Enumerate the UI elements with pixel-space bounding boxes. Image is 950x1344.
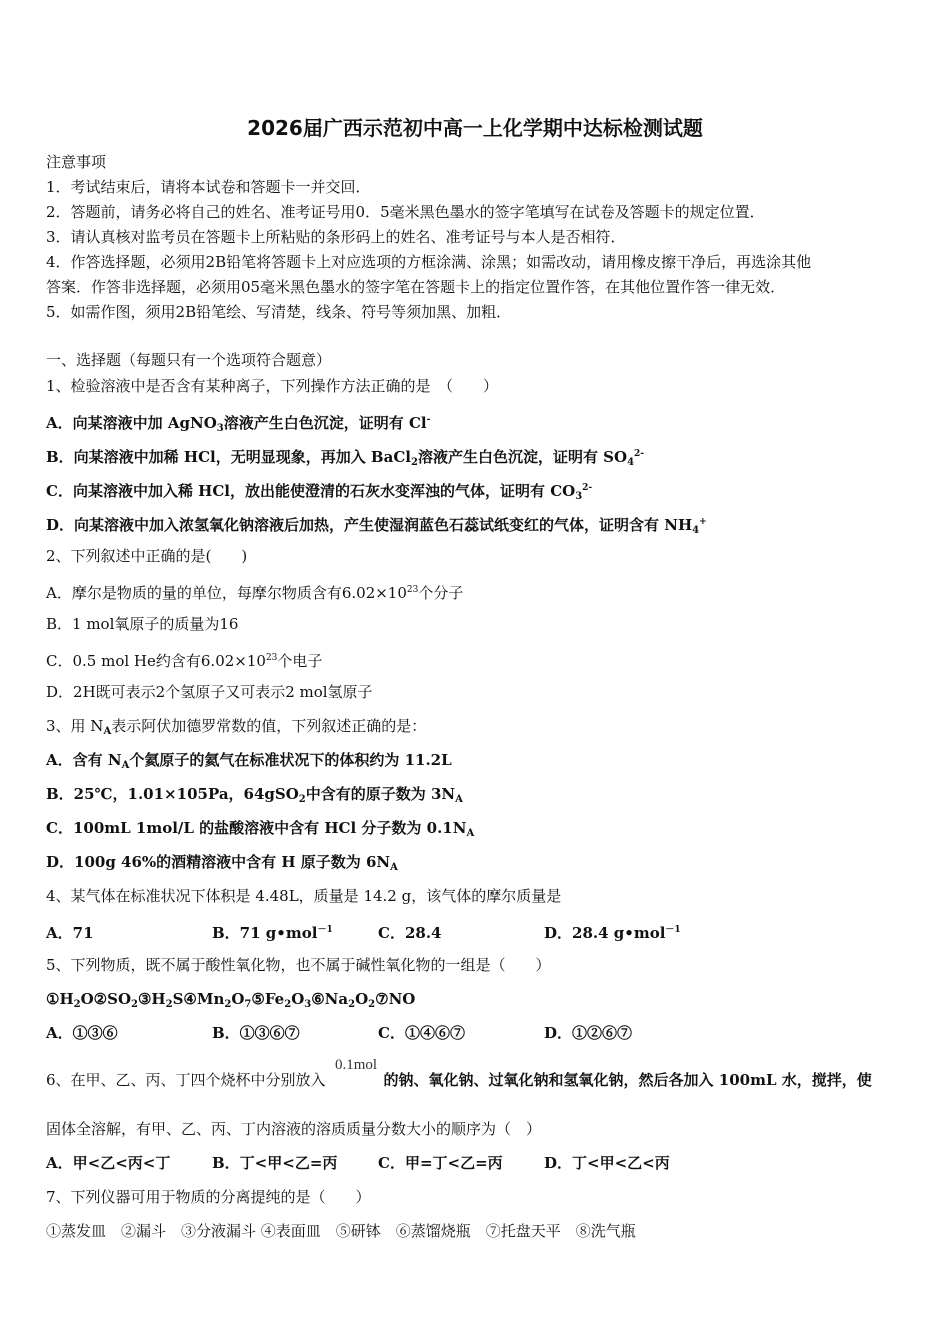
formula-text: ⑤Fe: [251, 990, 285, 1008]
formula-text: ⑦NO: [375, 990, 416, 1008]
option-text: B．71 g•mol: [212, 924, 318, 942]
superscript: 2-: [634, 449, 645, 459]
formula-text: ③H: [137, 990, 166, 1008]
subscript: A: [466, 828, 475, 839]
option-text: C．向某溶液中加入稀 HCl，放出能使澄清的石灰水变浑浊的气体，证明有 CO: [46, 482, 576, 500]
question-6-stem-line-1: [46, 1070, 872, 1090]
stem-text: 3、用 N: [46, 717, 104, 735]
question-7-stem: 7、下列仪器可用于物质的分离提纯的是（ ）: [46, 1188, 371, 1206]
option-text: 个电子: [277, 652, 323, 670]
formula-text: O: [231, 990, 245, 1008]
question-6-stem-line-2: 固体全溶解，有甲、乙、丙、丁内溶液的溶质质量分数大小的顺序为（ ）: [46, 1120, 542, 1138]
option-text: D．100g 46%的酒精溶液中含有 H 原子数为 6N: [46, 853, 391, 871]
stem-text: 的钠、氧化钠、过氧化钠和氢氧化钠，然后各加入 100mL 水，搅拌，使: [383, 1071, 872, 1089]
option-text: 个分子: [418, 584, 464, 602]
subscript: 7: [244, 999, 252, 1010]
option-text: A．向某溶液中加 AgNO: [46, 414, 217, 432]
subscript: 3: [216, 423, 224, 434]
formula-text: O: [291, 990, 305, 1008]
option-text: B．25℃，1.01×105Pa，64gSO: [46, 785, 299, 803]
superscript: －1: [317, 925, 333, 935]
superscript: 23: [406, 585, 419, 595]
notice-item: 1．考试结束后，请将本试卷和答题卡一并交回．: [46, 178, 371, 196]
question-7-items: ①蒸发皿 ②漏斗 ③分液漏斗 ④表面皿 ⑤研钵 ⑥蒸馏烧瓶 ⑦托盘天平 ⑧洗气瓶: [46, 1222, 636, 1240]
question-1-option-d: [46, 512, 707, 541]
option-c: C．①④⑥⑦: [378, 1024, 465, 1042]
option-text: 中含有的原子数为 3N: [305, 785, 456, 803]
question-5-options: [46, 1023, 632, 1043]
question-4-stem: 4、某气体在标准状况下体积是 4.48L，质量是 14.2 g，该气体的摩尔质量是: [46, 887, 562, 905]
question-1-option-c: [46, 478, 592, 507]
option-c: C．28.4: [378, 924, 442, 942]
subscript: 2: [284, 999, 292, 1010]
question-2-option-a: [46, 580, 463, 603]
option-b: [212, 920, 378, 943]
question-2-option-c: [46, 648, 322, 671]
notice-item: 答案．作答非选择题，必须用05毫米黑色墨水的签字笔在答题卡上的指定位置作答，在其他位置作答一律无效．: [46, 278, 786, 296]
subscript: 4: [627, 457, 635, 468]
subscript: 2: [165, 999, 173, 1010]
notice-heading: 注意事项: [46, 153, 107, 171]
stem-text: 6、在甲、乙、丙、丁四个烧杯中分别放入: [46, 1071, 326, 1089]
doc-title: 2026届广西示范初中高一上化学期中达标检测试题: [247, 116, 703, 140]
option-a: A．71: [46, 924, 94, 942]
notice-item: 5．如需作图，须用2B铅笔绘、写清楚，线条、符号等须加黑、加粗．: [46, 303, 512, 321]
option-text: A．含有 N: [46, 751, 122, 769]
option-a: A．甲<乙<丙<丁: [46, 1154, 171, 1172]
subscript: 2: [410, 457, 418, 468]
subscript: 4: [692, 525, 700, 536]
question-1-option-a: [46, 410, 430, 439]
amount-formula: 0.1mol: [335, 1057, 378, 1073]
subscript: 3: [575, 491, 583, 502]
formula-text: S④Mn: [172, 990, 225, 1008]
option-text: C．0.5 mol He约含有6.02×10: [46, 652, 266, 670]
superscript: +: [699, 517, 707, 527]
formula-text: O: [355, 990, 369, 1008]
subscript: 2: [298, 794, 306, 805]
question-5-substance-list: [46, 989, 415, 1015]
stem-text: 表示阿伏加德罗常数的值，下列叙述正确的是：: [111, 717, 427, 735]
subscript: 2: [348, 999, 356, 1010]
superscript: 2-: [582, 483, 593, 493]
option-text: 溶液产生白色沉淀，证明有 SO: [417, 448, 628, 466]
option-text: D．28.4 g•mol: [544, 924, 666, 942]
formula-text: ①H: [46, 990, 74, 1008]
section-heading: 一、选择题（每题只有一个选项符合题意）: [46, 351, 332, 369]
notice-item: 4．作答选择题，必须用2B铅笔将答题卡上对应选项的方框涂满、涂黑；如需改动，请用橡皮擦干净后，再选涂其他: [46, 253, 812, 271]
option-text: A．摩尔是物质的量的单位，每摩尔物质含有6.02×10: [46, 584, 407, 602]
question-5-stem: 5、下列物质，既不属于酸性氧化物，也不属于碱性氧化物的一组是（ ）: [46, 956, 551, 974]
superscript: 23: [265, 653, 278, 663]
subscript: 3: [304, 999, 312, 1010]
superscript: －1: [665, 925, 681, 935]
formula-text: O②SO: [80, 990, 132, 1008]
question-1-option-b: [46, 444, 644, 473]
question-2-option-d: D．2H既可表示2个氢原子又可表示2 mol氢原子: [46, 683, 373, 701]
option-d: D．①②⑥⑦: [544, 1024, 633, 1042]
option-c: C．甲=丁<乙=丙: [378, 1154, 503, 1172]
option-d: D．丁<甲<乙<丙: [544, 1154, 670, 1172]
subscript: A: [103, 726, 112, 737]
subscript: 2: [131, 999, 138, 1010]
question-1-stem: 1、检验溶液中是否含有某种离子，下列操作方法正确的是 （ ）: [46, 377, 499, 395]
question-3-stem: [46, 716, 426, 742]
option-b: B．①③⑥⑦: [212, 1024, 300, 1042]
subscript: A: [390, 862, 398, 873]
question-3-option-a: [46, 750, 452, 776]
option-b: B．丁<甲<乙=丙: [212, 1154, 338, 1172]
notice-item: 3．请认真核对监考员在答题卡上所粘贴的条形码上的姓名、准考证号与本人是否相符．: [46, 228, 626, 246]
subscript: A: [455, 794, 463, 805]
subscript: A: [121, 760, 130, 771]
subscript: 2: [368, 999, 376, 1010]
question-3-option-b: [46, 784, 463, 810]
option-text: 个氦原子的氦气在标准状况下的体积约为 11.2L: [129, 751, 452, 769]
question-3-option-c: [46, 818, 474, 844]
question-2-stem: 2、下列叙述中正确的是( ): [46, 547, 248, 565]
superscript: -: [426, 415, 431, 425]
option-text: C．100mL 1mol/L 的盐酸溶液中含有 HCl 分子数为 0.1N: [46, 819, 467, 837]
option-text: B．向某溶液中加稀 HCl，无明显现象，再加入 BaCl: [46, 448, 411, 466]
question-6-options: [46, 1153, 670, 1173]
option-a: A．①③⑥: [46, 1024, 118, 1042]
formula-text: ⑥Na: [311, 990, 349, 1008]
subscript: 2: [73, 999, 81, 1010]
notice-item: 2．答题前，请务必将自己的姓名、准考证号用0．5毫米黑色墨水的签字笔填写在试卷及答题卡的规定位置．: [46, 203, 765, 221]
option-d: [544, 920, 681, 943]
option-text: 溶液产生白色沉淀，证明有 Cl: [223, 414, 427, 432]
question-4-options: [46, 920, 681, 943]
question-2-option-b: B．1 mol氧原子的质量为16: [46, 615, 239, 633]
subscript: 2: [224, 999, 232, 1010]
question-3-option-d: [46, 852, 398, 878]
option-text: D．向某溶液中加入浓氢氧化钠溶液后加热，产生使湿润蓝色石蕊试纸变红的气体，证明含有 NH: [46, 516, 693, 534]
